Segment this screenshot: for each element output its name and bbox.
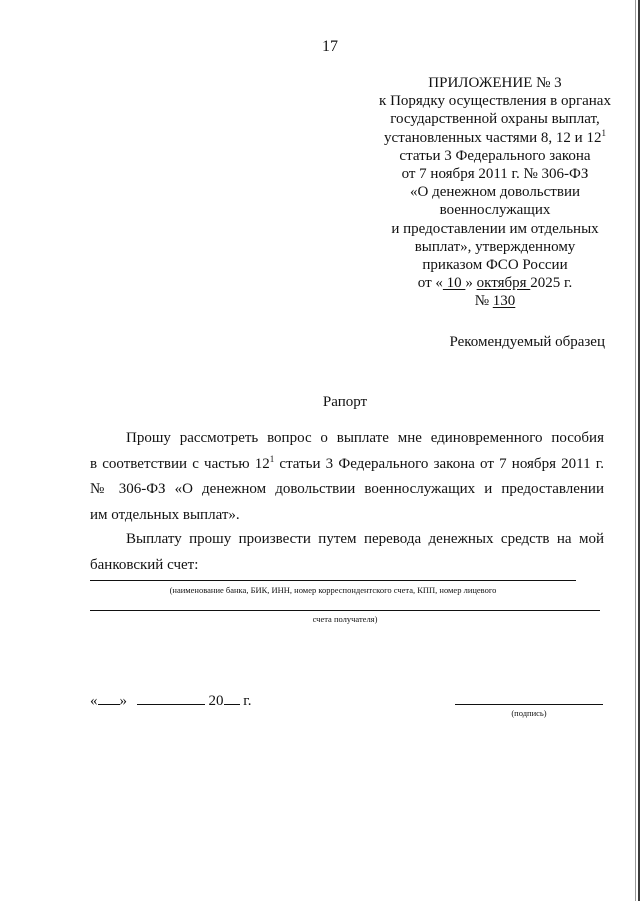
appendix-line-6: «О денежном довольствии (410, 184, 580, 201)
bank-details-hint: (наименование банка, БИК, ИНН, номер корреспондентского счета, КПП, номер лицевого (169, 585, 497, 595)
request-line-2a: в соответствии с частью 12 (90, 455, 270, 472)
appendix-date-mid: » (465, 275, 477, 292)
appendix-line-3-superscript: 1 (601, 127, 606, 138)
bank-details-hint-2: счета получателя) (312, 614, 378, 624)
document-title: Рапорт (322, 394, 368, 410)
appendix-line-3-text: установленных частями 8, 12 и 12 (384, 129, 602, 146)
appendix-line-4: статьи 3 Федерального закона (399, 147, 591, 164)
appendix-line-7: военнослужащих (439, 202, 551, 219)
request-line-4: им отдельных выплат». (90, 506, 240, 523)
request-paragraph (90, 426, 604, 528)
appendix-date-year: 2025 г. (530, 275, 573, 292)
bank-details-line-2[interactable] (90, 610, 600, 611)
date-year-prefix: 20 (208, 693, 224, 709)
date-day-blank[interactable] (98, 690, 120, 705)
date-field (90, 690, 251, 710)
payment-paragraph (90, 527, 604, 578)
signature-line[interactable] (455, 704, 603, 705)
appendix-line-8: и предоставлении им отдельных (391, 220, 599, 237)
request-line-3: № 306-ФЗ «О денежном довольствии военнослужащих и предоставлении (90, 481, 604, 497)
appendix-date-month: октября (476, 275, 531, 292)
appendix-date (352, 274, 638, 292)
date-year-suffix: г. (239, 693, 252, 709)
appendix-line-5: от 7 ноября 2011 г. № 306-ФЗ (401, 166, 589, 183)
appendix-title: ПРИЛОЖЕНИЕ № 3 (428, 75, 562, 91)
payment-line-2: банковский счет: (90, 556, 199, 573)
signature-hint: (подпись) (511, 708, 547, 718)
request-line-2-superscript: 1 (269, 453, 275, 464)
appendix-line-1: к Порядку осуществления в органах (379, 93, 611, 110)
date-close-quote: » (119, 693, 127, 709)
appendix-line-10: приказом ФСО России (422, 257, 568, 274)
request-line-2b: статьи 3 Федерального закона от 7 ноября 2011 г. (274, 455, 604, 472)
request-line-1: Прошу рассмотреть вопрос о выплате мне единовременного пособия (126, 430, 604, 446)
appendix-date-prefix: от « (417, 275, 443, 292)
appendix-number-value: 130 (492, 293, 516, 310)
page-number: 17 (322, 38, 338, 55)
appendix-line-3 (352, 129, 638, 147)
appendix-header (352, 74, 638, 311)
request-line-2 (90, 452, 604, 478)
appendix-line-9: выплат», утвержденному (414, 238, 576, 255)
appendix-line-2: государственной охраны выплат, (390, 111, 600, 128)
sample-label: Рекомендуемый образец (449, 334, 605, 350)
date-open-quote: « (90, 693, 98, 709)
appendix-number-prefix: № (474, 293, 493, 310)
date-month-blank[interactable] (137, 690, 205, 705)
appendix-date-day: 10 (442, 275, 466, 292)
appendix-order-number (352, 292, 638, 310)
date-year-blank[interactable] (224, 690, 240, 705)
payment-line-1: Выплату прошу произвести путем перевода денежных средств на мой (126, 531, 604, 547)
bank-details-line-1[interactable] (90, 580, 576, 581)
